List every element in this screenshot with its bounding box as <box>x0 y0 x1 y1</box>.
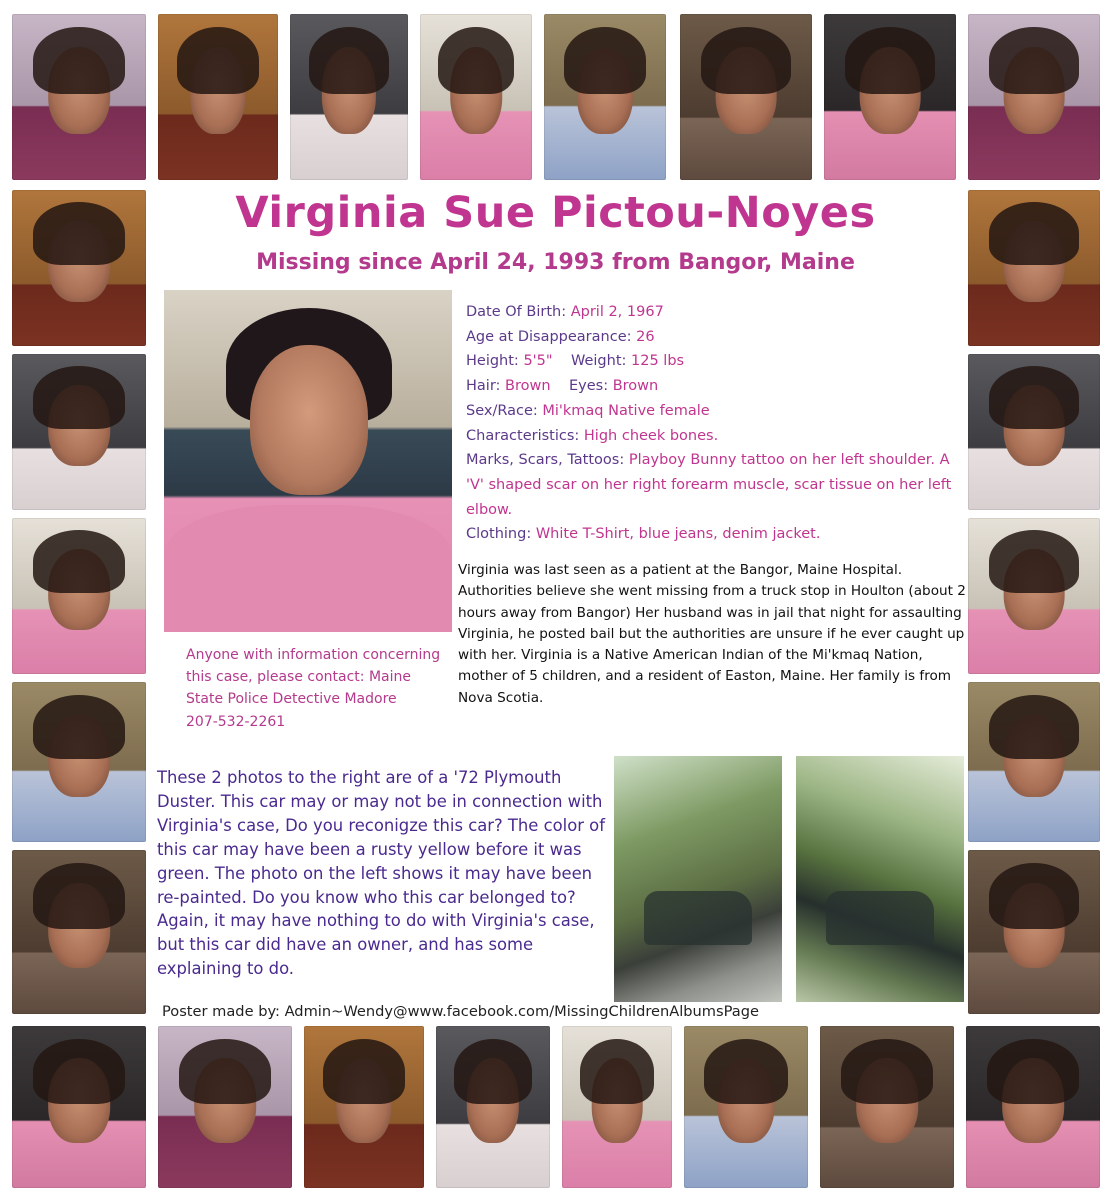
fact-value: 26 <box>636 328 655 345</box>
fact-label: Height: <box>466 353 519 370</box>
photo-top-6 <box>680 14 812 180</box>
fact-label: Hair: <box>466 378 501 395</box>
photo-right-5 <box>968 850 1100 1014</box>
fact-value: High cheek bones. <box>583 427 719 444</box>
photo-top-3 <box>290 14 408 180</box>
contact-info <box>186 644 448 733</box>
fact-label: Characteristics: <box>466 427 580 444</box>
fact-label: Marks, Scars, Tattoos: <box>466 452 625 469</box>
photo-bottom-7 <box>820 1026 954 1188</box>
fact-age <box>466 325 966 350</box>
fact-hair-eyes <box>466 374 966 399</box>
fact-dob <box>466 300 966 325</box>
photo-left-4 <box>12 682 146 842</box>
poster-subtitle: Missing since April 24, 1993 from Bangor, Maine <box>256 250 855 275</box>
photo-bottom-8 <box>966 1026 1100 1188</box>
fact-value: Brown <box>505 378 551 395</box>
portrait-shirt <box>164 505 452 632</box>
fact-label-2: Eyes: <box>568 378 609 395</box>
photo-top-5 <box>544 14 666 180</box>
photo-bottom-6 <box>684 1026 808 1188</box>
photo-bottom-5 <box>562 1026 672 1188</box>
car-photo-left <box>614 756 782 1002</box>
main-portrait-photo <box>164 290 452 632</box>
photo-right-3 <box>968 518 1100 674</box>
fact-label: Age at Disappearance: <box>466 328 632 345</box>
fact-value: White T-Shirt, blue jeans, denim jacket. <box>535 526 821 543</box>
photo-left-2 <box>12 354 146 510</box>
fact-value: 5'5" <box>523 353 553 370</box>
car-shape <box>644 891 752 945</box>
car-shape <box>826 891 934 945</box>
fact-value: April 2, 1967 <box>570 304 664 320</box>
poster-title: Virginia Sue Pictou-Noyes <box>235 188 876 238</box>
photo-right-1 <box>968 190 1100 346</box>
photo-bottom-3 <box>304 1026 424 1188</box>
fact-value: Mi'kmaq Native female <box>542 402 710 419</box>
contact-text: Anyone with information concerning this case, please contact: Maine State Police Detective Madore <box>186 647 441 708</box>
fact-sex-race <box>466 399 966 424</box>
fact-characteristics <box>466 424 966 449</box>
fact-clothing <box>466 522 966 547</box>
photo-left-5 <box>12 850 146 1014</box>
poster-credit: Poster made by: Admin~Wendy@www.facebook.com/MissingChildrenAlbumsPage <box>162 1003 759 1020</box>
fact-label: Date Of Birth: <box>466 304 567 320</box>
photo-top-7 <box>824 14 956 180</box>
fact-label: Clothing: <box>466 526 532 543</box>
case-story: Virginia was last seen as a patient at the Bangor, Maine Hospital. Authorities believe she went missing from a truck stop in Houlton (about 2 hours away from Bangor) Her husband was in jail that night for assaulting Virginia, he posted bail but the authorities are unsure if he ever caught up with her. Virginia is a Native American Indian of the Mi'kmaq Nation, mother of 5 children, and a resident of Easton, Maine. Her family is from Nova Scotia. <box>458 562 966 706</box>
fact-label-2: Weight: <box>570 353 627 370</box>
photo-left-1 <box>12 190 146 346</box>
photo-right-2 <box>968 354 1100 510</box>
photo-top-8 <box>968 14 1100 180</box>
photo-bottom-4 <box>436 1026 550 1188</box>
photo-right-4 <box>968 682 1100 842</box>
photo-left-3 <box>12 518 146 674</box>
photo-top-2 <box>158 14 278 180</box>
photo-top-4 <box>420 14 532 180</box>
facts-list <box>466 300 966 547</box>
fact-marks <box>466 448 966 522</box>
car-description: These 2 photos to the right are of a '72 Plymouth Duster. This car may or may not be in connection with Virginia's case, Do you reconigze this car? The color of this car may have been a rusty yellow before it was green. The photo on the left shows it may have been re-painted. Do you know who this car belonged to? Again, it may have nothing to do with Virginia's case, but this car did have an owner, and has some explaining to do. <box>157 768 605 979</box>
contact-phone: 207-532-2261 <box>186 713 286 730</box>
photo-top-1 <box>12 14 146 180</box>
fact-label: Sex/Race: <box>466 402 538 419</box>
fact-value: Playboy Bunny tattoo on her left shoulder. A 'V' shaped scar on her right forearm muscle, scar tissue on her left elbow. <box>466 452 952 518</box>
photo-bottom-2 <box>158 1026 292 1188</box>
fact-value-2: Brown <box>612 378 659 395</box>
car-photo-right <box>796 756 964 1002</box>
fact-value-2: 125 lbs <box>631 353 685 370</box>
photo-bottom-1 <box>12 1026 146 1188</box>
portrait-face <box>250 345 368 495</box>
fact-height-weight <box>466 349 966 374</box>
